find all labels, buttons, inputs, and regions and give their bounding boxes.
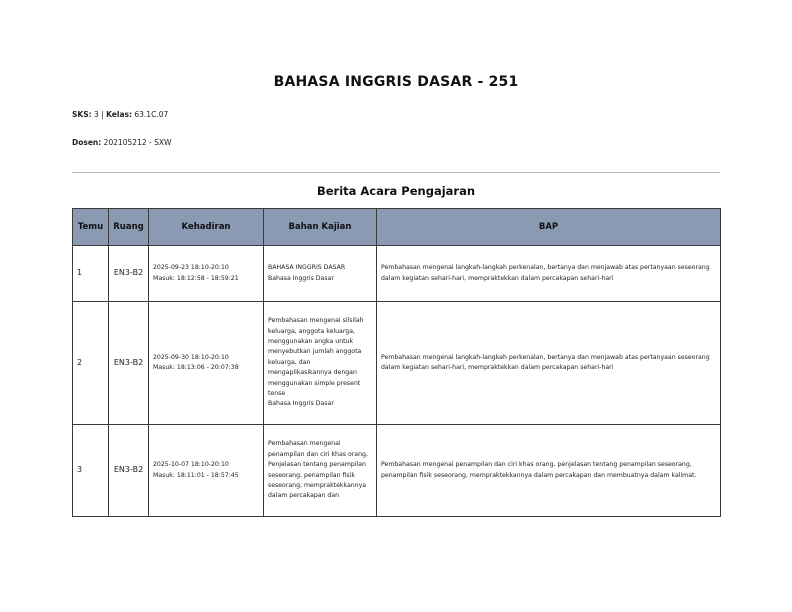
bahan-text: BAHASA INGGRIS DASAR Bahasa Inggris Dasar	[268, 264, 346, 282]
dosen-label: Dosen:	[72, 138, 102, 147]
cell-bap	[377, 246, 721, 302]
bap-text: Pembahasan mengenai penampilan dan ciri khas orang, penjelasan tentang penampilan seseorang, penampilan fisik seseorang, mempraktekkannya dalam percakapan dan membuatnya dalam kalimat.	[381, 461, 697, 479]
course-meta	[72, 110, 168, 119]
header-temu: Temu	[73, 209, 109, 246]
page-title: BAHASA INGGRIS DASAR - 251	[273, 74, 519, 90]
kelas-label: Kelas:	[106, 110, 132, 119]
kelas-value: 63.1C.07	[134, 110, 169, 119]
cell-bahan-kajian	[264, 246, 377, 302]
cell-temu: 1	[73, 246, 109, 302]
cell-bahan-kajian	[264, 425, 377, 517]
bahan-text: Pembahasan mengenai penampilan dan ciri khas orang, Penjelasan tentang penampilan seseorang, penampilan fisik seseorang, mempraktekkannya dalam percakapan dan	[268, 440, 368, 500]
lecturer-meta	[72, 138, 171, 147]
cell-kehadiran	[149, 302, 264, 425]
meta-separator: |	[101, 110, 104, 119]
kehadiran-date: 2025-09-30 18:10-20:10	[153, 353, 229, 361]
sks-label: SKS:	[72, 110, 92, 119]
table-row	[73, 246, 721, 302]
kehadiran-date: 2025-09-23 18:10-20:10	[153, 264, 229, 272]
cell-bap	[377, 425, 721, 517]
cell-ruang: EN3-B2	[109, 246, 149, 302]
table-header-row	[73, 209, 721, 246]
kehadiran-masuk: Masuk: 18:12:58 - 18:59:21	[153, 274, 239, 282]
bap-text: Pembahasan mengenai langkah-langkah perkenalan, bertanya dan menjawab atas pertanyaan seseorang dalam kegiatan sehari-hari, mempraktekkan dalam percakapan sehari-hari	[381, 264, 710, 282]
cell-bahan-kajian	[264, 302, 377, 425]
cell-temu: 3	[73, 425, 109, 517]
cell-kehadiran	[149, 246, 264, 302]
bahan-text: Pembahasan mengenai silsilah keluarga, anggota keluarga, menggunakan angka untuk menyebutkan jumlah anggota keluarga, dan mengaplikasikannya dengan menggunakan simple present tense Bahasa Inggris Dasar	[268, 317, 364, 408]
cell-bap	[377, 302, 721, 425]
table-row	[73, 302, 721, 425]
header-bahan-kajian: Bahan Kajian	[264, 209, 377, 246]
cell-kehadiran	[149, 425, 264, 517]
sks-value: 3	[94, 110, 99, 119]
kehadiran-date: 2025-10-07 18:10-20:10	[153, 461, 229, 469]
header-kehadiran: Kehadiran	[149, 209, 264, 246]
kehadiran-masuk: Masuk: 18:11:01 - 18:57:45	[153, 471, 239, 479]
cell-temu: 2	[73, 302, 109, 425]
dosen-value: 202105212 - SXW	[103, 138, 172, 147]
bap-text: Pembahasan mengenai langkah-langkah perkenalan, bertanya dan menjawab atas pertanyaan seseorang dalam kegiatan sehari-hari, mempraktekkan dalam percakapan sehari-hari	[381, 353, 710, 371]
section-title: Berita Acara Pengajaran	[316, 184, 476, 198]
cell-ruang: EN3-B2	[109, 302, 149, 425]
cell-ruang: EN3-B2	[109, 425, 149, 517]
bap-table	[72, 208, 721, 517]
header-bap: BAP	[377, 209, 721, 246]
table-row	[73, 425, 721, 517]
header-ruang: Ruang	[109, 209, 149, 246]
divider	[72, 172, 720, 173]
kehadiran-masuk: Masuk: 18:13:06 - 20:07:38	[153, 364, 239, 371]
